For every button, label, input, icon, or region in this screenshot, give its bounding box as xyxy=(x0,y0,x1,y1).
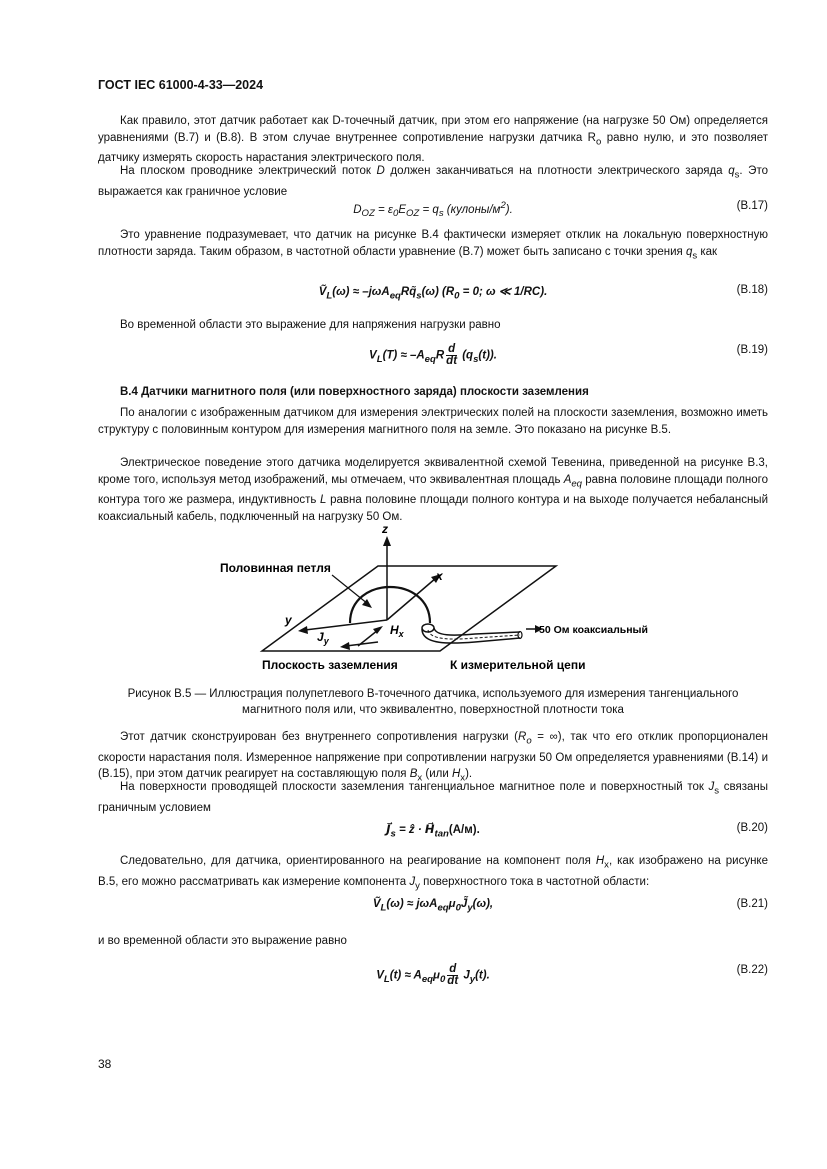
paragraph-7-b: = ∞), так что его отклик пропорционален скорости нарастания поля. Измеренное напряжение при сопротивлении нагрузки 50 Ом определяется уравнениями (B.14) и (B.15), при этом датчик реагирует на составляющую поля xyxy=(98,731,768,781)
page-number: 38 xyxy=(98,1057,112,1071)
eq19-b: (T) ≈ –A xyxy=(382,349,425,362)
paragraph-6-Asub: eq xyxy=(571,477,583,489)
paragraph-8-b: связаны граничным условием xyxy=(98,781,769,814)
equation-b20-formula xyxy=(98,822,768,839)
equation-b17 xyxy=(98,200,768,220)
caption-line-2: магнитного поля или, что эквивалентно, поверхностной плотности тока xyxy=(242,704,624,716)
paragraph-7-H: H xyxy=(451,768,461,781)
label-measurement-circuit: К измерительной цепи xyxy=(450,658,586,672)
label-hx xyxy=(390,623,405,639)
coax-cable-inner xyxy=(434,628,520,635)
eq17-lhs-sub: OZ xyxy=(361,208,375,220)
eq21-c-sub: 0 xyxy=(455,902,461,914)
paragraph-3-a: Это уравнение подразумевает, что датчик на рисунке В.4 фактически измеряет отклик на локальную поверхностную плотности заряда. Таким образом, в частотной области уравнение (В.7) может быть записано с точки зрения xyxy=(98,229,768,258)
paragraph-7-c: (или xyxy=(422,768,452,781)
jy-arrowhead xyxy=(340,642,350,650)
equation-b18-number: (B.18) xyxy=(736,284,768,296)
half-loop-pointer xyxy=(332,575,368,604)
label-half-loop: Половинная петля xyxy=(220,561,331,575)
paragraph-3 xyxy=(98,227,768,264)
eq22-a: V xyxy=(376,969,384,982)
eq17-E: E xyxy=(398,203,406,216)
equation-b20-number: (B.20) xyxy=(736,822,768,834)
paragraph-1-text: Как правило, этот датчик работает как D-точечный датчик, при этом его напряжение (на нагрузке 50 Ом) определяется уравнениями (B.7) и (B.8). В этом случае внутреннее сопротивление нагрузки датчика R xyxy=(98,115,768,144)
eq18-d: (ω) (R xyxy=(421,286,455,298)
paragraph-9-b: , как изображено на рисунке B.5, его можно рассматривать как измерение компонента xyxy=(98,855,768,888)
eq19-a: V xyxy=(369,349,377,362)
eq22-fraction xyxy=(447,964,458,987)
eq22-c: μ xyxy=(433,969,440,982)
paragraph-1-sub: o xyxy=(595,135,602,147)
paragraph-7-d: ). xyxy=(465,768,473,781)
paragraph-3-q: q xyxy=(685,245,693,258)
paragraph-8-Jsub: s xyxy=(714,785,720,797)
eq17-q-sub: s xyxy=(438,208,444,220)
paragraph-7-Bsub: x xyxy=(417,772,423,784)
label-jy xyxy=(317,630,330,646)
eq21-b-sub: eq xyxy=(437,902,449,914)
eq22-d-sub: y xyxy=(469,973,476,985)
paragraph-9-c: поверхностного тока в частотной области: xyxy=(419,875,650,888)
eq21-a: Ṽ xyxy=(372,898,381,910)
eq19-c: R xyxy=(435,349,445,362)
paragraph-9-a: Следовательно, для датчика, ориентированного на реагирование на компонент поля xyxy=(120,855,596,867)
paragraph-2-c: . Это выражается как граничное условие xyxy=(98,165,768,198)
label-z: z xyxy=(382,522,388,536)
equation-b20 xyxy=(98,822,768,842)
paragraph-6-L: L xyxy=(320,494,327,507)
figure-caption xyxy=(98,686,768,718)
eq21-d: J̃ xyxy=(460,898,468,910)
equation-b21-number: (B.21) xyxy=(736,898,768,910)
paragraph-6-a: Электрическое поведение этого датчика моделируется эквивалентной схемой Тевенина, приведенной на рисунке B.3, кроме того, используя метод изображений, мы отмечаем, что эквивалентная площадь xyxy=(98,457,768,486)
paragraph-2-var: D xyxy=(376,165,385,177)
paragraph-9-J: J xyxy=(409,875,416,888)
paragraph-10: и во временной области это выражение равно xyxy=(98,935,347,947)
eq20-a: J⃗ xyxy=(386,824,391,836)
equation-b19-number: (B.19) xyxy=(736,344,768,356)
label-jy-main: J xyxy=(317,630,324,644)
paragraph-7-B: B xyxy=(409,768,418,781)
eq22-c-sub: 0 xyxy=(439,973,446,985)
label-coax: 50 Ом коаксиальный xyxy=(539,624,648,636)
eq21-b: (ω) ≈ jωA xyxy=(386,898,438,910)
eq21-d-sub: y xyxy=(467,902,473,914)
y-axis-arrowhead xyxy=(298,626,308,634)
eq18-a-sub: L xyxy=(326,290,333,302)
equation-b21 xyxy=(98,898,768,918)
eq20-c: (А/м). xyxy=(448,824,480,836)
eq22-d: J xyxy=(460,969,470,982)
equation-b22-formula xyxy=(98,964,768,987)
equation-b19-formula xyxy=(98,344,768,367)
equation-b22-number: (B.22) xyxy=(736,964,768,976)
eq22-e: (t). xyxy=(475,969,490,982)
paragraph-6-b: равна половине площади полного контура того же размера, индуктивность xyxy=(98,473,768,507)
label-jy-sub: y xyxy=(323,636,329,646)
paragraph-9-Jsub: y xyxy=(415,880,420,892)
eq19-d-sub: s xyxy=(473,353,479,365)
eq17-q: q xyxy=(432,203,439,216)
eq19-fraction xyxy=(446,344,457,367)
paragraph-8 xyxy=(98,779,768,816)
eq20-a-sub: s xyxy=(390,828,396,840)
paragraph-2 xyxy=(98,163,768,200)
eq17-eq2: = xyxy=(419,203,433,216)
paragraph-6-A: A xyxy=(563,473,572,486)
paragraph-3-b: как xyxy=(697,245,718,258)
paragraph-3-sub: s xyxy=(692,249,698,261)
eq17-eps-sub: 0 xyxy=(392,208,399,220)
eq18-c-sub: s xyxy=(416,290,422,302)
equation-b21-formula xyxy=(98,898,768,913)
paragraph-2-qs: q xyxy=(728,165,735,177)
paragraph-6-c: равна половине площади полного контура и на выходе получается небалансный коаксиальный кабель, подключенный на нагрузку 50 Ом. xyxy=(98,494,768,523)
eq22-a-sub: L xyxy=(383,973,390,985)
document-header: ГОСТ IEC 61000-4-33—2024 xyxy=(98,78,264,92)
eq17-E-sub: OZ xyxy=(405,208,420,220)
equation-b17-number: (B.17) xyxy=(736,200,768,212)
paragraph-7-Rsub: o xyxy=(526,735,532,747)
label-hx-main: H xyxy=(390,623,399,637)
eq18-e: = 0; ω ≪ 1/RC). xyxy=(459,286,548,298)
section-title: B.4 Датчики магнитного поля (или поверхностного заряда) плоскости заземления xyxy=(120,386,589,398)
paragraph-7-a: Этот датчик сконструирован без внутреннего сопротивления нагрузки ( xyxy=(120,731,518,743)
paragraph-1-end: равно нулю, и это позволяет датчику измерять скорость нарастания электрического поля. xyxy=(98,131,769,165)
paragraph-1 xyxy=(98,113,768,167)
label-ground-plane: Плоскость заземления xyxy=(262,658,398,672)
equation-b17-formula xyxy=(98,200,768,219)
eq18-b: (ω) ≈ –jωA xyxy=(332,286,390,298)
eq18-c: Rq̃ xyxy=(400,286,417,298)
paragraph-6 xyxy=(98,455,768,525)
eq17-unit-sup: 2 xyxy=(500,200,506,211)
paragraph-9-Hsub: x xyxy=(604,859,609,871)
eq21-c: μ xyxy=(448,898,456,910)
eq20-b-sub: tan xyxy=(434,828,449,840)
eq17-unit: (кулоны/м xyxy=(443,203,501,216)
eq21-e: (ω), xyxy=(472,898,494,910)
paragraph-8-J: J xyxy=(708,781,715,793)
eq17-lhs: D xyxy=(353,203,362,216)
eq19-a-sub: L xyxy=(376,353,383,365)
eq21-a-sub: L xyxy=(380,902,387,914)
eq19-frac-num: d xyxy=(448,343,456,355)
equation-b19 xyxy=(98,343,768,367)
eq22-b-sub: eq xyxy=(421,973,434,985)
label-hx-sub: x xyxy=(398,629,404,639)
caption-line-1: Рисунок B.5 — Иллюстрация полупетлевого B-точечного датчика, используемого для измерения тангенциального xyxy=(127,688,739,700)
paragraph-2-b: должен заканчиваться на плотности электрического заряда xyxy=(384,165,729,177)
eq22-b: (t) ≈ A xyxy=(389,969,422,982)
paragraph-2-a: На плоском проводнике электрический поток xyxy=(120,165,377,177)
equation-b18 xyxy=(98,284,768,304)
eq18-b-sub: eq xyxy=(389,290,401,302)
eq20-b: = ẑ · H⃗ xyxy=(395,824,435,836)
label-y: y xyxy=(285,613,292,627)
eq17-unit-end: ). xyxy=(505,203,513,216)
paragraph-2-qs-sub: s xyxy=(734,169,740,181)
figure-b5-diagram xyxy=(200,520,660,680)
eq22-frac-num: d xyxy=(449,963,457,975)
eq18-a: Ṽ xyxy=(318,286,327,298)
paragraph-4: Во временной области это выражение для напряжения нагрузки равно xyxy=(120,319,501,331)
label-x: x xyxy=(436,569,443,583)
eq19-b-sub: eq xyxy=(424,353,436,365)
paragraph-5: По аналогии с изображенным датчиком для измерения электрических полей на плоскости заземления, возможно иметь структуру с половинным контуром для измерения магнитного поля на земле. Это показано на рисунке B.5. xyxy=(98,407,768,436)
paragraph-9 xyxy=(98,853,768,895)
eq19-e: (t)). xyxy=(478,349,497,362)
paragraph-9-H: H xyxy=(595,855,605,867)
eq19-d: (q xyxy=(459,349,474,362)
eq19-frac-den: dt xyxy=(446,355,458,367)
paragraph-7-Hsub: x xyxy=(460,772,466,784)
eq22-frac-den: dt xyxy=(447,975,459,987)
eq17-eq: = ε xyxy=(374,203,393,216)
eq18-d-sub: 0 xyxy=(454,290,460,302)
paragraph-8-a: На поверхности проводящей плоскости заземления тангенциальное магнитное поле и поверхностный ток xyxy=(120,781,709,793)
paragraph-7-R: R xyxy=(518,731,527,743)
equation-b22 xyxy=(98,963,768,987)
z-axis-arrowhead xyxy=(383,536,391,546)
equation-b18-formula xyxy=(98,284,768,301)
